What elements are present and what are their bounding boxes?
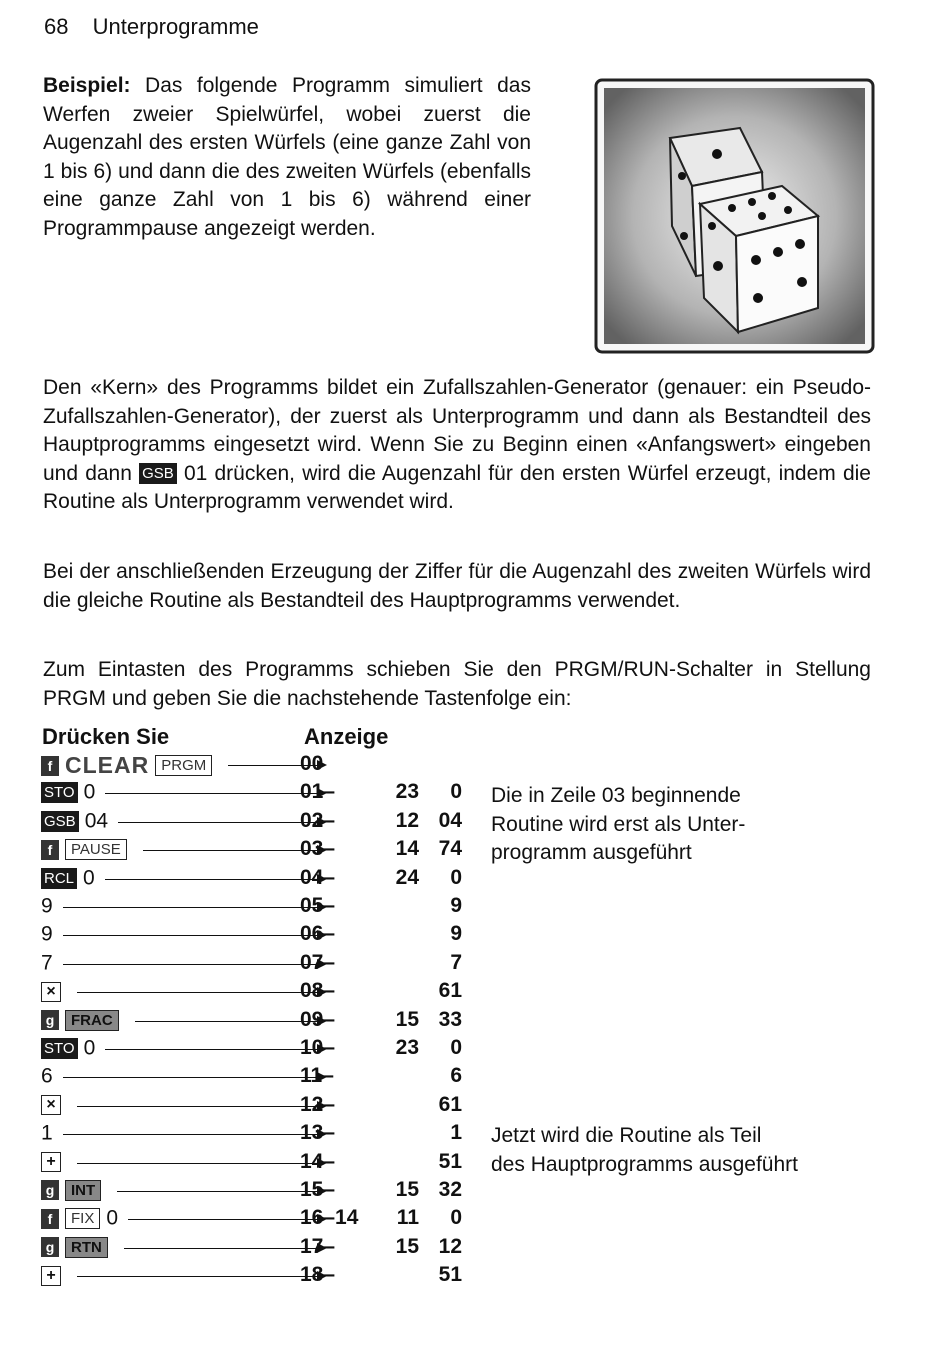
display-line-number: 06–	[300, 922, 336, 946]
table-row	[41, 1235, 501, 1263]
display-keycode-1: 15	[395, 1234, 419, 1258]
arrow-line	[117, 1191, 319, 1192]
page-header	[44, 14, 259, 40]
page-number: 68	[44, 14, 69, 39]
note-line: des Hauptprogramms ausgeführt	[491, 1152, 798, 1176]
display-keycode-2: 0	[450, 865, 462, 889]
arrow-line	[63, 1134, 319, 1135]
key-argument: 6	[41, 1064, 53, 1088]
key-sequence	[41, 1036, 95, 1060]
note-main-program	[491, 1122, 798, 1179]
key-grey: FRAC	[65, 1010, 119, 1031]
display-keycode-2: 61	[438, 979, 462, 1003]
arrow-line	[128, 1219, 319, 1220]
intro-bold-label: Beispiel:	[43, 74, 131, 97]
display-keycode-2: 33	[438, 1007, 462, 1031]
table-row	[41, 780, 501, 808]
arrow-line	[63, 935, 319, 936]
key-f: f	[41, 840, 59, 860]
arrow-line	[105, 1049, 319, 1050]
key-argument: 1	[41, 1121, 53, 1145]
display-keycode-2: 32	[438, 1178, 462, 1201]
arrow-line	[135, 1021, 319, 1022]
key-sequence	[41, 866, 95, 890]
note-line: Die in Zeile 03 beginnende	[491, 784, 741, 807]
display-keycode-2: 04	[438, 808, 462, 832]
key-sequence	[41, 1178, 107, 1202]
paragraph-second-die: Bei der anschließenden Erzeugung der Ziffer für die Augenzahl des zweiten Würfels wird die gleiche Routine als Bestandteil des Hauptprogramms verwendet.	[43, 560, 871, 612]
key-sequence	[41, 894, 53, 918]
display-keycode-1: 23	[395, 780, 419, 804]
display-line-number: 16–14	[300, 1206, 359, 1230]
paragraph-kern-part1: Den «Kern» des Programms bildet ein Zufallszahlen-Generator (genauer: ein Pseudo-Zufallszahlen-Generator), der zuerst als Unterprogramm und dann als Bestandteil des Hauptprogramms eingesetzt wird. Wenn Sie zu Beginn einen «Anfangswert» eingeben und dann	[43, 376, 871, 485]
display-keycode-2: 74	[438, 837, 462, 861]
display-keycode-1: 12	[395, 808, 419, 832]
key-argument: 9	[41, 922, 53, 946]
display-keycode-2: 12	[438, 1234, 462, 1258]
key-solid: GSB	[41, 811, 79, 832]
key-sequence	[41, 1150, 67, 1174]
arrow-line	[63, 1077, 319, 1078]
intro-text: Das folgende Programm simuliert das Werfen zweier Spielwürfel, wobei zuerst die Augenzahl des ersten Würfels (eine ganze Zahl von 1 bis 6) und dann die des zweiten Würfels (ebenfalls eine ganze Zahl von 1 bis 6) während einer Programmpause angezeigt werden.	[43, 74, 531, 240]
key-g: g	[41, 1010, 59, 1030]
display-keycode-1: 15	[395, 1178, 419, 1201]
display-line-number: 12–	[300, 1092, 336, 1116]
display-keycode-2: 51	[438, 1149, 462, 1173]
paragraph-kern	[43, 374, 871, 517]
key-argument: 9	[41, 894, 53, 918]
page-title: Unterprogramme	[92, 14, 259, 39]
key-sequence	[41, 1121, 53, 1145]
intro-paragraph	[43, 72, 531, 243]
display-keycode-2: 0	[450, 1206, 462, 1230]
key-sequence	[41, 1064, 53, 1088]
note-line: Jetzt wird die Routine als Teil	[491, 1124, 762, 1147]
arrow-line	[105, 793, 319, 794]
key-g: g	[41, 1180, 59, 1200]
display-keycode-2: 7	[450, 950, 462, 974]
paragraph-instructions: Zum Eintasten des Programms schieben Sie den PRGM/RUN-Schalter in Stellung PRGM und geben Sie die nachstehende Tastenfolge ein:	[43, 658, 871, 710]
table-row	[41, 1064, 501, 1092]
table-row	[41, 1150, 501, 1178]
display-line-number: 17–	[300, 1234, 336, 1258]
table-row	[41, 1206, 501, 1234]
table-row	[41, 752, 501, 780]
key-sequence	[41, 837, 133, 861]
key-argument: 0	[83, 780, 96, 804]
table-row	[41, 866, 501, 894]
display-keycode-1: 14	[395, 837, 419, 861]
display-keycode-1: 24	[395, 865, 419, 889]
display-keycode-2: 6	[450, 1064, 462, 1088]
clear-label: CLEAR	[65, 752, 150, 778]
table-row	[41, 951, 501, 979]
arrow-line	[63, 907, 319, 908]
key-sequence	[41, 809, 108, 833]
key-sequence	[41, 780, 95, 804]
display-line-number: 13–	[300, 1121, 336, 1145]
display-line-number: 11–	[300, 1064, 334, 1088]
display-line-number: 15–	[300, 1178, 336, 1201]
key-box: PAUSE	[65, 839, 127, 860]
display-keycode-1: 11	[396, 1206, 419, 1230]
display-keycode-2: 0	[450, 1036, 462, 1059]
key-argument: 7	[41, 951, 53, 975]
key-op: ×	[41, 1095, 61, 1115]
arrow-line	[77, 1106, 319, 1107]
gsb-key: GSB	[139, 463, 177, 484]
display-keycode-2: 51	[438, 1263, 462, 1287]
display-line-number: 08–	[300, 979, 336, 1003]
display-line-number: 07–	[300, 950, 336, 974]
key-sequence	[41, 752, 218, 779]
table-row	[41, 1263, 501, 1291]
table-row	[41, 979, 501, 1007]
arrow-line	[105, 879, 319, 880]
key-sequence	[41, 1008, 125, 1032]
display-line-number: 02–	[300, 808, 336, 832]
key-argument: 0	[106, 1206, 119, 1230]
arrow-line	[77, 1276, 319, 1277]
note-line: programm ausgeführt	[491, 841, 692, 864]
paragraph-kern-part2: 01 drücken, wird die Augenzahl für den ersten Würfel erzeugt, indem die Routine als Unterprogramm verwendet wird.	[43, 461, 871, 513]
key-g: g	[41, 1237, 59, 1257]
display-line-number: 18–	[300, 1263, 336, 1287]
display-line-number: 09–	[300, 1007, 336, 1031]
arrow-line	[77, 992, 319, 993]
key-sequence	[41, 1093, 67, 1117]
display-keycode-1: 15	[395, 1007, 419, 1031]
display-line-number: 03–	[300, 837, 336, 861]
key-sequence	[41, 922, 53, 946]
table-row	[41, 1121, 501, 1149]
key-f: f	[41, 1209, 59, 1229]
key-solid: STO	[41, 782, 78, 803]
key-argument: 04	[84, 809, 109, 833]
dice-illustration	[592, 76, 877, 358]
key-sequence	[41, 979, 67, 1003]
key-solid: RCL	[41, 868, 77, 889]
note-subroutine	[491, 782, 745, 868]
display-line-number: 14–	[300, 1149, 336, 1173]
table-row	[41, 1093, 501, 1121]
display-line-number: 10–	[300, 1036, 336, 1059]
arrow-line	[77, 1163, 319, 1164]
key-sequence	[41, 1235, 114, 1259]
table-row	[41, 894, 501, 922]
display-line-number: 04–	[300, 865, 336, 889]
column-header-display: Anzeige	[304, 724, 389, 749]
key-op: +	[41, 1266, 61, 1286]
table-row	[41, 837, 501, 865]
key-f: f	[41, 756, 59, 776]
key-solid: STO	[41, 1038, 78, 1059]
arrow-line	[118, 822, 319, 823]
table-row	[41, 1036, 501, 1064]
arrow-line	[143, 850, 319, 851]
table-row	[41, 1178, 501, 1206]
table-row	[41, 1008, 501, 1036]
note-line: Routine wird erst als Unter-	[491, 812, 746, 836]
display-line-number: 00	[300, 752, 324, 775]
display-keycode-1: 23	[395, 1036, 419, 1059]
display-line-number: 01–	[300, 780, 336, 804]
arrow-line	[63, 964, 319, 965]
key-sequence	[41, 1263, 67, 1287]
display-keycode-2: 0	[450, 780, 462, 804]
key-grey: RTN	[65, 1237, 108, 1258]
display-keycode-2: 1	[450, 1121, 462, 1145]
key-argument: 0	[83, 1036, 96, 1060]
key-sequence	[41, 951, 53, 975]
key-op: ×	[41, 982, 61, 1002]
key-sequence	[41, 1206, 118, 1230]
arrow-line	[124, 1248, 319, 1249]
display-keycode-2: 9	[450, 922, 462, 946]
table-row	[41, 922, 501, 950]
key-argument: 0	[83, 866, 95, 890]
display-line-number: 05–	[300, 894, 336, 917]
table-row	[41, 809, 501, 837]
key-op: +	[41, 1152, 61, 1172]
key-grey: INT	[65, 1180, 101, 1201]
column-header-press: Drücken Sie	[42, 724, 170, 749]
key-box: PRGM	[155, 755, 212, 776]
display-keycode-2: 61	[438, 1092, 462, 1116]
display-keycode-2: 9	[450, 894, 462, 917]
key-box: FIX	[65, 1208, 100, 1229]
